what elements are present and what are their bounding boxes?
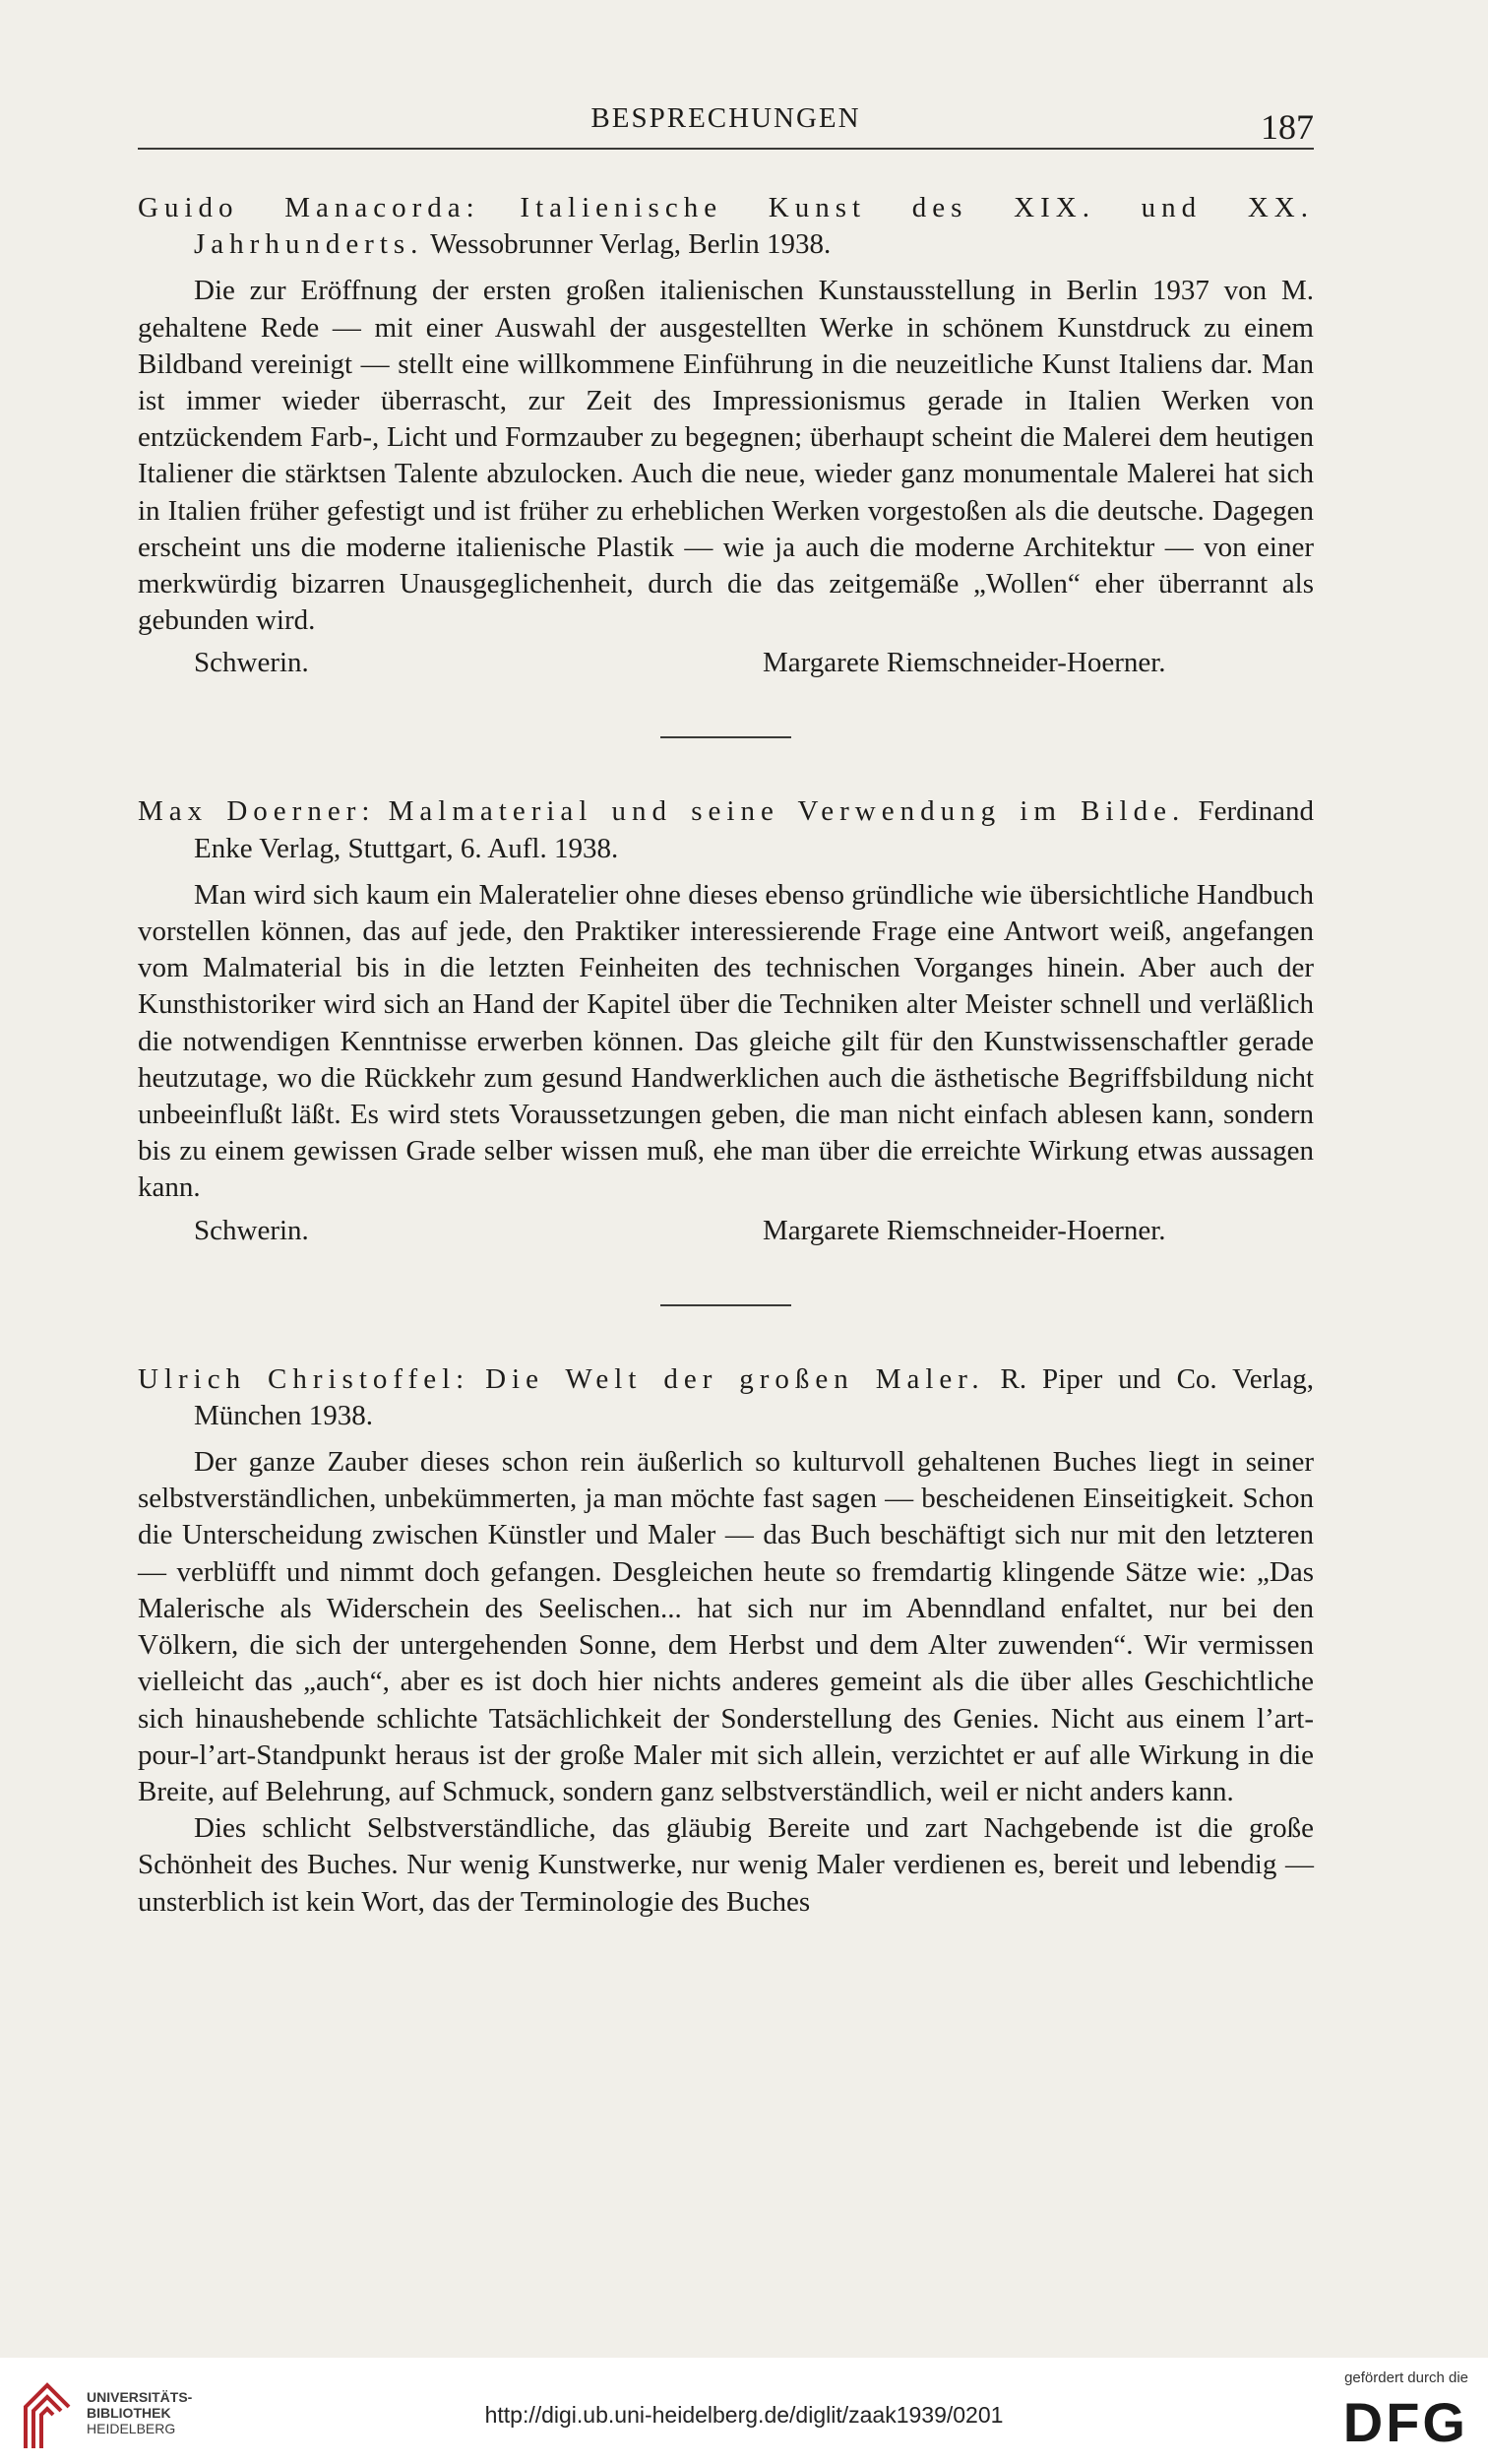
- dfg-logo: DFG: [1342, 2391, 1468, 2453]
- review-author: Ulrich Christoffel:: [138, 1362, 470, 1395]
- review-heading: [138, 190, 1314, 263]
- digitization-footer: [0, 2358, 1488, 2464]
- running-head-title: BESPRECHUNGEN: [590, 102, 861, 134]
- funding-note: gefördert durch die: [1344, 2369, 1468, 2386]
- review-publisher: Wessobrunner Verlag, Berlin 1938.: [430, 228, 832, 261]
- review-christoffel: [138, 1361, 1314, 1921]
- signature-reviewer: Margarete Riemschneider-Hoerner.: [763, 647, 1166, 679]
- review-paragraph: Man wird sich kaum ein Maleratelier ohne dieses ebenso gründliche wie übersichtliche Handbuch vorstellen können, das auf jede, den Praktiker interessierende Frage eine Antwort weiß, angefangen vom Malmaterial bis in die letzten Feinheiten des technischen Vorganges hinein. Aber auch der Kunsthistoriker wird sich an Hand der Kapitel über die Techniken alter Meister schnell und verläßlich die notwendigen Kenntnisse erwerben können. Das gleiche gilt für den Kunstwissenschaftler gerade heutzutage, wo die Rückkehr zum gesund Handwerklichen auch die ästhetische Begriffsbildung nicht unbeeinflußt läßt. Es wird stets Voraussetzungen geben, die man nicht einfach ablesen kann, sondern bis zu einem gewissen Grade selber wissen muß, ehe man über die erreichte Wirkung etwas aussagen kann.: [138, 878, 1314, 1204]
- review-author: Guido Manacorda:: [138, 192, 480, 223]
- review-signature: [138, 1213, 1314, 1249]
- library-line: UNIVERSITÄTS-: [87, 2389, 193, 2405]
- body-text: [138, 190, 1314, 1921]
- review-manacorda: [138, 190, 1314, 681]
- review-paragraph: Dies schlicht Selbstverständliche, das gläubig Bereite und zart Nachgebende ist die große Schönheit des Buches. Nur wenig Kunstwerke, nur wenig Maler verdienen es, bereit und lebendig — unsterblich ist kein Wort, das der Terminologie des Buches: [138, 1812, 1314, 1918]
- signature-place: Schwerin.: [194, 1214, 309, 1246]
- library-line: HEIDELBERG: [87, 2421, 176, 2436]
- review-heading: [138, 793, 1314, 866]
- review-book-title: Italienische Kunst des XIX. und XX. Jahrhunderts.: [194, 192, 1315, 261]
- section-divider: [660, 1304, 791, 1306]
- signature-place: Schwerin.: [194, 647, 309, 679]
- review-book-title: Malmaterial und seine Verwendung im Bilde.: [388, 795, 1186, 828]
- signature-reviewer: Margarete Riemschneider-Hoerner.: [763, 1214, 1166, 1246]
- review-paragraph: Die zur Eröffnung der ersten großen italienischen Kunstausstellung in Berlin 1937 von M. gehaltene Rede — mit einer Auswahl der ausgestellten Werke in schönem Kunstdruck zu einem Bildband vereinigt — stellt eine willkommene Einführung in die neuzeitliche Kunst Italiens dar. Man ist immer wieder überrascht, zur Zeit des Impressionismus gerade in Italien Werken von entzückendem Farb-, Licht und Formzauber zu begegnen; überhaupt scheint die Malerei dem heutigen Italiener die stärktsen Talente abzulocken. Auch die neue, wieder ganz monumentale Malerei hat sich in Italien früher gefestigt und ist früher zu erheblichen Werken vorgestoßen als die deutsche. Dagegen erscheint uns die moderne italienische Plastik — wie ja auch die moderne Architektur — von einer merkwürdig bizarren Unausgeglichenheit, durch die das zeitgemäße „Wollen“ eher überrannt als gebunden wird.: [138, 275, 1314, 637]
- review-doerner: [138, 793, 1314, 1248]
- review-publisher: R. Piper und Co. Verlag, München 1938.: [194, 1362, 1315, 1431]
- review-publisher: Ferdinand Enke Verlag, Stuttgart, 6. Aufl. 1938.: [194, 795, 1315, 864]
- section-divider: [660, 736, 791, 738]
- running-head: [138, 98, 1314, 150]
- page-number: 187: [1261, 107, 1314, 147]
- review-paragraph: Der ganze Zauber dieses schon rein äußerlich so kulturvoll gehaltenen Buches liegt in seiner selbstverständlichen, unbekümmerten, ja man möchte fast sagen — bescheidenen Einseitigkeit. Schon die Unterscheidung zwischen Künstler und Maler — das Buch beschäftigt sich nur mit den letzteren — verblüfft und nimmt doch gefangen. Desgleichen heute so fremdartig klingende Sätze wie: „Das Malerische als Widerschein des Seelischen... hat sich nur im Abenndland enfaltet, nur bei den Völkern, die sich der untergehenden Sonne, dem Herbst und dem Alter zuwenden“. Wir vermissen vielleicht das „auch“, aber es ist doch hier nichts anderes gemeint als die über alles Geschichtliche sich hinaushebende schlichte Tatsächlichkeit der Sonderstellung des Genies. Nicht aus einem l’art-pour-l’art-Standpunkt heraus ist der große Maler mit sich allein, verzichtet er auf alle Wirkung in die Breite, auf Belehrung, auf Schmuck, sondern ganz selbstverständlich, weil er nicht anders kann.: [138, 1446, 1314, 1807]
- permalink-url[interactable]: http://digi.ub.uni-heidelberg.de/diglit/zaak1939/0201: [484, 2402, 1004, 2428]
- review-author: Max Doerner:: [138, 795, 376, 828]
- review-heading: [138, 1361, 1314, 1434]
- review-signature: [138, 645, 1314, 681]
- library-line: BIBLIOTHEK: [87, 2405, 171, 2421]
- review-book-title: Die Welt der großen Maler.: [485, 1362, 985, 1395]
